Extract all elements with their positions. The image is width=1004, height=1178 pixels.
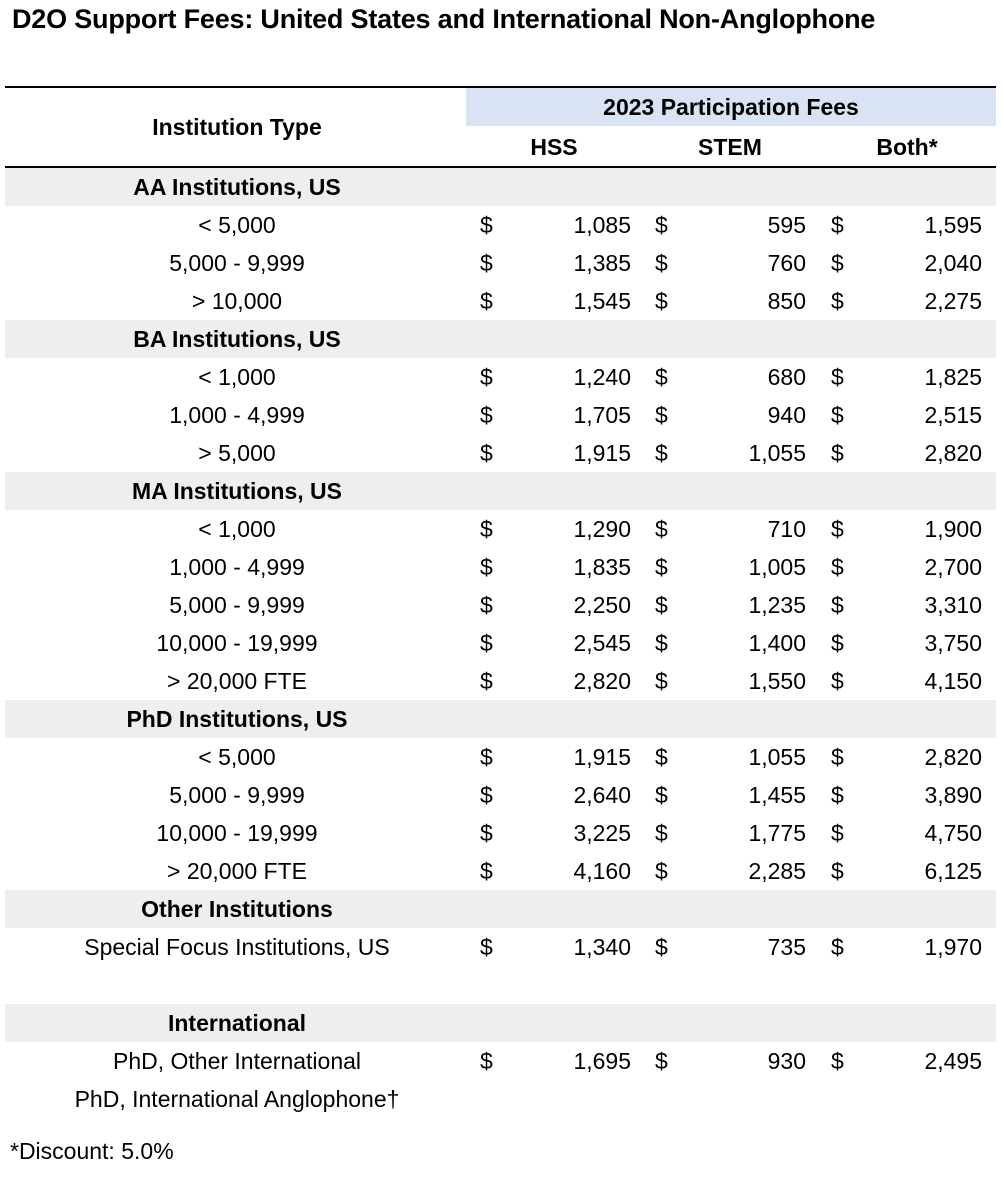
stem-fee-value: 940 bbox=[767, 402, 806, 428]
institution-label: 5,000 - 9,999 bbox=[169, 592, 305, 618]
stem-fee-value: 735 bbox=[767, 934, 806, 960]
both-fee-value: 4,750 bbox=[924, 820, 982, 846]
hss-fee-value: 1,915 bbox=[573, 744, 631, 770]
hss-currency-symbol: $ bbox=[480, 212, 493, 238]
table-row bbox=[5, 1042, 996, 1080]
table-row bbox=[5, 662, 996, 700]
stem-fee-value: 1,775 bbox=[748, 820, 806, 846]
hss-fee-value: 1,705 bbox=[573, 402, 631, 428]
stem-fee-value: 1,455 bbox=[748, 782, 806, 808]
institution-label: < 5,000 bbox=[198, 212, 276, 238]
hss-currency-symbol: $ bbox=[480, 668, 493, 694]
both-fee-value: 2,275 bbox=[924, 288, 982, 314]
both-currency-symbol: $ bbox=[831, 402, 844, 428]
page-title: D2O Support Fees: United States and International Non-Anglophone bbox=[12, 4, 876, 34]
stem-fee-value: 595 bbox=[767, 212, 806, 238]
table-row bbox=[5, 282, 996, 320]
stem-currency-symbol: $ bbox=[655, 630, 668, 656]
spacer-row bbox=[5, 966, 996, 1004]
hss-currency-symbol: $ bbox=[480, 630, 493, 656]
both-fee-value: 1,900 bbox=[924, 516, 982, 542]
hss-currency-symbol: $ bbox=[480, 592, 493, 618]
both-currency-symbol: $ bbox=[831, 592, 844, 618]
stem-currency-symbol: $ bbox=[655, 858, 668, 884]
stem-currency-symbol: $ bbox=[655, 402, 668, 428]
hss-fee-value: 1,695 bbox=[573, 1048, 631, 1074]
institution-label: 5,000 - 9,999 bbox=[169, 782, 305, 808]
section-label: Other Institutions bbox=[141, 896, 333, 922]
both-fee-value: 2,495 bbox=[924, 1048, 982, 1074]
both-fee-value: 6,125 bbox=[924, 858, 982, 884]
stem-fee-value: 930 bbox=[767, 1048, 806, 1074]
both-currency-symbol: $ bbox=[831, 554, 844, 580]
institution-label: 10,000 - 19,999 bbox=[156, 630, 318, 656]
both-fee-value: 3,890 bbox=[924, 782, 982, 808]
section-label: BA Institutions, US bbox=[133, 326, 341, 352]
both-fee-value: 3,310 bbox=[924, 592, 982, 618]
table-row bbox=[5, 244, 996, 282]
hss-currency-symbol: $ bbox=[480, 554, 493, 580]
stem-fee-value: 1,235 bbox=[748, 592, 806, 618]
hss-fee-value: 1,340 bbox=[573, 934, 631, 960]
stem-currency-symbol: $ bbox=[655, 288, 668, 314]
institution-label: 1,000 - 4,999 bbox=[169, 554, 305, 580]
both-currency-symbol: $ bbox=[831, 364, 844, 390]
stem-fee-value: 2,285 bbox=[748, 858, 806, 884]
stem-fee-value: 1,400 bbox=[748, 630, 806, 656]
hss-currency-symbol: $ bbox=[480, 1048, 493, 1074]
section-label: AA Institutions, US bbox=[133, 174, 341, 200]
stem-fee-value: 1,055 bbox=[748, 744, 806, 770]
hss-fee-value: 1,385 bbox=[573, 250, 631, 276]
stem-currency-symbol: $ bbox=[655, 782, 668, 808]
hss-currency-symbol: $ bbox=[480, 858, 493, 884]
table-row bbox=[5, 928, 996, 966]
hss-fee-value: 1,545 bbox=[573, 288, 631, 314]
hss-currency-symbol: $ bbox=[480, 288, 493, 314]
institution-label: Special Focus Institutions, US bbox=[84, 934, 390, 960]
stem-currency-symbol: $ bbox=[655, 668, 668, 694]
table-row bbox=[5, 776, 996, 814]
section-header-row bbox=[5, 890, 996, 928]
fee-table-body bbox=[5, 168, 996, 1118]
both-currency-symbol: $ bbox=[831, 1048, 844, 1074]
institution-label: < 1,000 bbox=[198, 364, 276, 390]
institution-label: 5,000 - 9,999 bbox=[169, 250, 305, 276]
stem-fee-value: 850 bbox=[767, 288, 806, 314]
both-currency-symbol: $ bbox=[831, 744, 844, 770]
hss-fee-value: 1,240 bbox=[573, 364, 631, 390]
section-label: MA Institutions, US bbox=[132, 478, 342, 504]
both-fee-value: 2,515 bbox=[924, 402, 982, 428]
hss-column-header: HSS bbox=[530, 134, 578, 160]
both-currency-symbol: $ bbox=[831, 934, 844, 960]
both-column-header: Both* bbox=[876, 134, 938, 160]
both-currency-symbol: $ bbox=[831, 288, 844, 314]
hss-currency-symbol: $ bbox=[480, 364, 493, 390]
table-row bbox=[5, 434, 996, 472]
institution-label: > 10,000 bbox=[191, 288, 283, 314]
both-currency-symbol: $ bbox=[831, 858, 844, 884]
both-currency-symbol: $ bbox=[831, 820, 844, 846]
table-row bbox=[5, 548, 996, 586]
both-fee-value: 2,820 bbox=[924, 440, 982, 466]
section-header-row bbox=[5, 472, 996, 510]
both-fee-value: 2,040 bbox=[924, 250, 982, 276]
hss-fee-value: 2,250 bbox=[573, 592, 631, 618]
institution-label: PhD, Other International bbox=[112, 1048, 362, 1074]
stem-fee-value: 1,055 bbox=[748, 440, 806, 466]
table-row bbox=[5, 814, 996, 852]
hss-currency-symbol: $ bbox=[480, 250, 493, 276]
stem-currency-symbol: $ bbox=[655, 516, 668, 542]
hss-fee-value: 1,085 bbox=[573, 212, 631, 238]
both-currency-symbol: $ bbox=[831, 668, 844, 694]
hss-fee-value: 2,820 bbox=[573, 668, 631, 694]
hss-fee-value: 2,545 bbox=[573, 630, 631, 656]
table-row bbox=[5, 738, 996, 776]
hss-currency-symbol: $ bbox=[480, 440, 493, 466]
stem-fee-value: 1,550 bbox=[748, 668, 806, 694]
hss-fee-value: 3,225 bbox=[573, 820, 631, 846]
stem-fee-value: 760 bbox=[767, 250, 806, 276]
section-label: PhD Institutions, US bbox=[126, 706, 348, 732]
participation-fees-header: 2023 Participation Fees bbox=[466, 88, 996, 126]
table-row bbox=[5, 510, 996, 548]
institution-label: 1,000 - 4,999 bbox=[169, 402, 305, 428]
section-header-row bbox=[5, 320, 996, 358]
stem-column-header: STEM bbox=[698, 134, 762, 160]
institution-label: > 20,000 FTE bbox=[167, 858, 307, 884]
institution-label: 10,000 - 19,999 bbox=[156, 820, 318, 846]
both-currency-symbol: $ bbox=[831, 516, 844, 542]
hss-currency-symbol: $ bbox=[480, 782, 493, 808]
both-currency-symbol: $ bbox=[831, 440, 844, 466]
both-fee-value: 1,970 bbox=[924, 934, 982, 960]
institution-label: > 5,000 bbox=[198, 440, 276, 466]
both-fee-value: 1,825 bbox=[924, 364, 982, 390]
both-currency-symbol: $ bbox=[831, 782, 844, 808]
hss-fee-value: 2,640 bbox=[573, 782, 631, 808]
section-label: International bbox=[167, 1010, 306, 1036]
institution-label: > 20,000 FTE bbox=[167, 668, 307, 694]
hss-fee-value: 1,915 bbox=[573, 440, 631, 466]
table-row bbox=[5, 396, 996, 434]
institution-type-header: Institution Type bbox=[152, 113, 322, 140]
table-row bbox=[5, 586, 996, 624]
hss-fee-value: 1,835 bbox=[573, 554, 631, 580]
stem-currency-symbol: $ bbox=[655, 364, 668, 390]
institution-label: PhD, International Anglophone† bbox=[74, 1086, 400, 1112]
institution-label: < 1,000 bbox=[198, 516, 276, 542]
section-header-row bbox=[5, 1004, 996, 1042]
stem-currency-symbol: $ bbox=[655, 554, 668, 580]
stem-currency-symbol: $ bbox=[655, 592, 668, 618]
both-fee-value: 2,820 bbox=[924, 744, 982, 770]
hss-fee-value: 4,160 bbox=[573, 858, 631, 884]
hss-fee-value: 1,290 bbox=[573, 516, 631, 542]
stem-currency-symbol: $ bbox=[655, 744, 668, 770]
stem-currency-symbol: $ bbox=[655, 1048, 668, 1074]
both-fee-value: 3,750 bbox=[924, 630, 982, 656]
stem-currency-symbol: $ bbox=[655, 250, 668, 276]
table-row bbox=[5, 206, 996, 244]
stem-fee-value: 710 bbox=[767, 516, 806, 542]
hss-currency-symbol: $ bbox=[480, 934, 493, 960]
hss-currency-symbol: $ bbox=[480, 402, 493, 428]
stem-fee-value: 1,005 bbox=[748, 554, 806, 580]
hss-currency-symbol: $ bbox=[480, 820, 493, 846]
both-currency-symbol: $ bbox=[831, 250, 844, 276]
section-header-row bbox=[5, 700, 996, 738]
institution-label: < 5,000 bbox=[198, 744, 276, 770]
both-fee-value: 2,700 bbox=[924, 554, 982, 580]
hss-currency-symbol: $ bbox=[480, 516, 493, 542]
both-fee-value: 1,595 bbox=[924, 212, 982, 238]
table-row bbox=[5, 624, 996, 662]
table-row bbox=[5, 1080, 996, 1118]
hss-currency-symbol: $ bbox=[480, 744, 493, 770]
stem-currency-symbol: $ bbox=[655, 212, 668, 238]
table-row bbox=[5, 358, 996, 396]
stem-currency-symbol: $ bbox=[655, 820, 668, 846]
stem-currency-symbol: $ bbox=[655, 934, 668, 960]
both-currency-symbol: $ bbox=[831, 212, 844, 238]
footnote: *Discount: 5.0% bbox=[10, 1138, 174, 1164]
both-currency-symbol: $ bbox=[831, 630, 844, 656]
both-fee-value: 4,150 bbox=[924, 668, 982, 694]
stem-fee-value: 680 bbox=[767, 364, 806, 390]
table-row bbox=[5, 852, 996, 890]
section-header-row bbox=[5, 168, 996, 206]
stem-currency-symbol: $ bbox=[655, 440, 668, 466]
